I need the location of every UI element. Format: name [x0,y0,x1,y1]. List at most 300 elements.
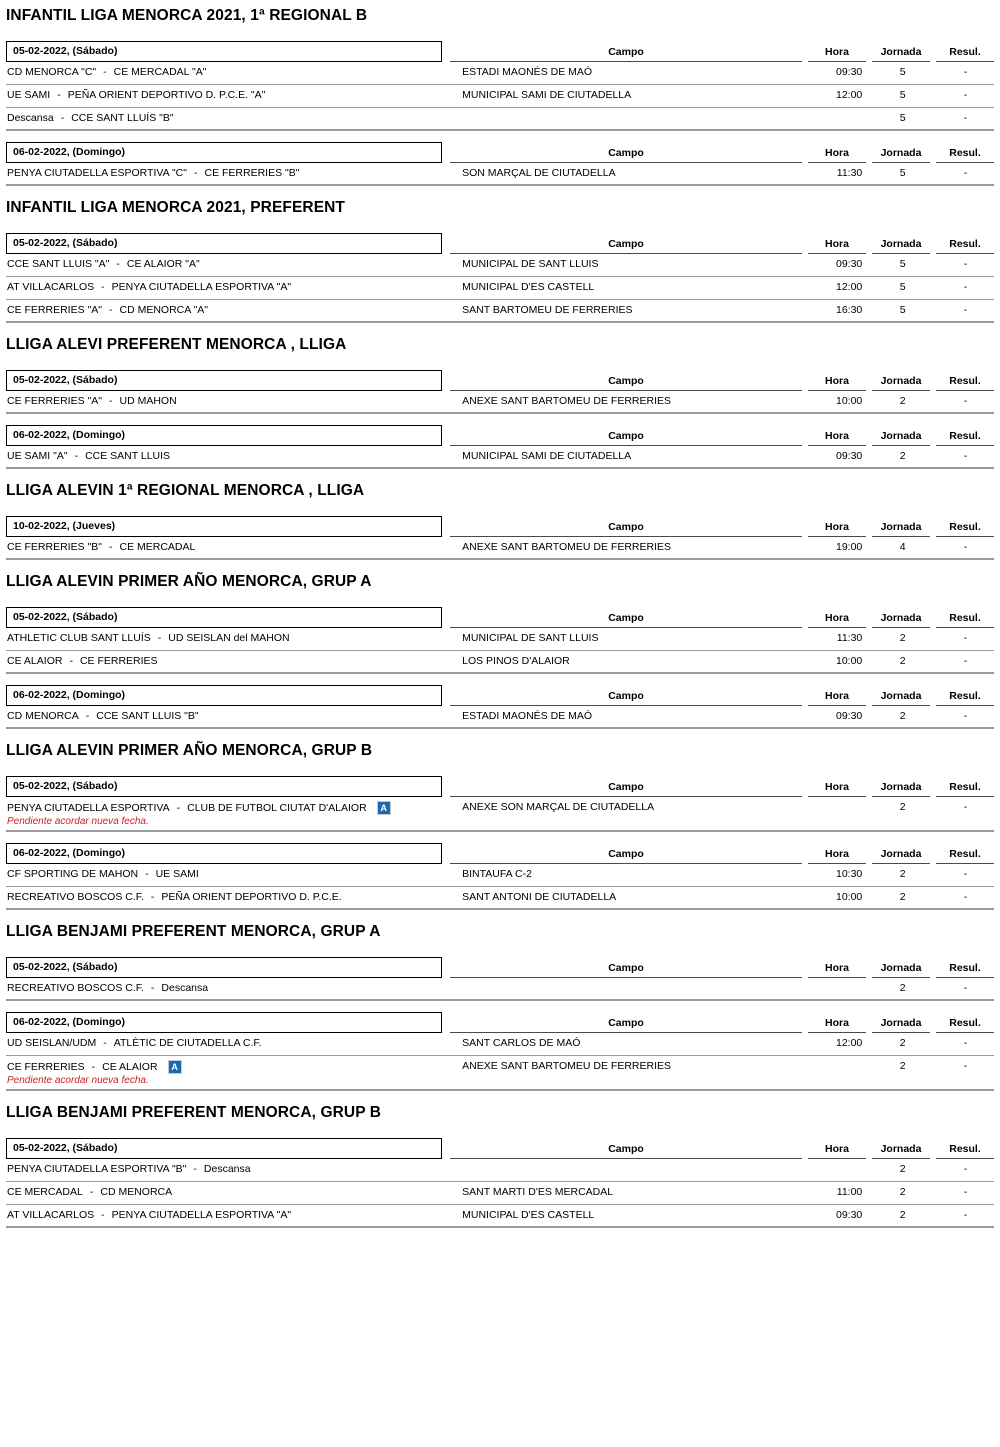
home-team: UE SAMI "A" [7,450,68,462]
teams-line [7,632,452,645]
date-box: 05-02-2022, (Sábado) [6,370,442,391]
resultado-cell: - [963,89,968,101]
away-team: CE ALAIOR [102,1060,158,1073]
jornada-cell: 2 [899,801,906,813]
resultado-cell: - [963,1060,968,1072]
home-team: CE FERRERIES "B" [7,541,102,553]
versus-separator: - [101,1209,105,1221]
competition-title: LLIGA ALEVIN 1ª REGIONAL MENORCA , LLIGA [6,482,365,499]
column-header-resultado: Resul. [936,962,994,978]
jornada-cell: 2 [899,1186,906,1198]
column-header-hora: Hora [808,147,866,163]
away-team: CE ALAIOR "A" [126,258,200,270]
column-header-resultado: Resul. [936,521,994,537]
jornada-cell: 2 [899,891,906,903]
hora-cell [811,108,868,114]
away-team: CD MENORCA "A" [119,304,209,316]
column-header-hora: Hora [808,848,866,864]
away-team: UE SAMI [155,868,199,880]
hora-cell: 12:00 [835,89,863,101]
away-team: Descansa [161,982,209,994]
home-team: PENYA CIUTADELLA ESPORTIVA "C" [7,167,187,179]
home-team: UE SAMI [7,89,51,101]
match-cell [6,706,452,725]
away-team: UD MAHON [119,395,177,407]
jornada-cell: 2 [899,632,906,644]
column-header-campo: Campo [450,781,802,797]
away-team: CD MENORCA [100,1186,173,1198]
versus-separator: - [85,710,90,722]
match-cell [6,1033,452,1052]
table-row [6,651,994,674]
competition-block [6,186,994,323]
match-cell [6,537,452,556]
competition-title: LLIGA BENJAMI PREFERENT MENORCA, GRUP B [6,1104,382,1121]
home-team: CE FERRERIES [7,1060,85,1073]
jornada-cell: 2 [899,710,906,722]
competition-block [6,1091,994,1228]
versus-separator: - [145,868,149,880]
match-cell [6,62,452,81]
resultado-cell: - [963,1037,968,1049]
jornada-cell: 5 [899,66,906,78]
hora-cell [811,797,868,803]
column-header-jornada: Jornada [872,147,930,163]
teams-line [7,395,452,408]
away-team: PEÑA ORIENT DEPORTIVO D. P.C.E. "A" [67,89,266,101]
jornada-cell: 5 [899,258,906,270]
resultado-cell: - [963,710,968,722]
column-headers [442,1138,994,1159]
column-header-resultado: Resul. [936,690,994,706]
campo-cell: MUNICIPAL SAMI DE CIUTADELLA [462,450,632,462]
resultado-cell: - [963,801,968,813]
day-block [6,40,994,131]
day-block [6,232,994,323]
home-team: AT VILLACARLOS [7,281,95,293]
home-team: CE MERCADAL [7,1186,83,1198]
home-team: UD SEISLAN/UDM [7,1037,97,1049]
postponed-flag-icon[interactable] [377,801,391,815]
versus-separator: - [57,89,61,101]
hora-cell: 09:30 [835,710,863,722]
table-row [6,864,994,887]
resultado-cell: - [963,167,968,179]
table-row [6,978,994,1001]
date-box: 06-02-2022, (Domingo) [6,142,442,163]
hora-cell: 10:00 [835,891,863,903]
home-team: PENYA CIUTADELLA ESPORTIVA [7,801,170,814]
away-team: ATLÈTIC DE CIUTADELLA C.F. [113,1037,262,1049]
column-header-campo: Campo [450,46,802,62]
match-cell [6,978,452,997]
away-team: Descansa [203,1163,251,1175]
column-headers [442,425,994,446]
day-block [6,842,994,910]
jornada-cell: 2 [899,1037,906,1049]
jornada-cell: 4 [899,541,906,553]
competition-block [6,910,994,1091]
hora-cell [811,978,868,984]
campo-cell: ANEXE SANT BARTOMEU DE FERRERIES [462,395,672,407]
column-header-hora: Hora [808,962,866,978]
column-header-jornada: Jornada [872,430,930,446]
campo-cell: ESTADI MAONÉS DE MAÓ [462,710,593,722]
jornada-cell: 5 [899,281,906,293]
day-header [6,369,994,391]
date-box: 05-02-2022, (Sábado) [6,41,442,62]
jornada-cell: 2 [899,655,906,667]
teams-line [7,1186,452,1199]
column-header-campo: Campo [450,238,802,254]
day-header [6,606,994,628]
teams-line [7,710,452,723]
resultado-cell: - [963,281,968,293]
home-team: CE FERRERIES "A" [7,304,102,316]
campo-cell: MUNICIPAL DE SANT LLUIS [462,632,599,644]
jornada-cell: 2 [899,1209,906,1221]
campo-cell [460,978,805,984]
column-headers [442,516,994,537]
versus-separator: - [91,1060,96,1073]
column-header-jornada: Jornada [872,612,930,628]
resultado-cell: - [963,1163,968,1175]
day-header [6,684,994,706]
table-row [6,797,994,832]
column-headers [442,843,994,864]
column-header-jornada: Jornada [872,781,930,797]
match-cell [6,391,452,410]
day-block [6,369,994,414]
column-header-resultado: Resul. [936,781,994,797]
column-header-hora: Hora [808,430,866,446]
column-header-campo: Campo [450,375,802,391]
teams-line [7,891,452,904]
column-header-hora: Hora [808,690,866,706]
jornada-cell: 2 [899,1060,906,1072]
jornada-cell: 5 [899,112,906,124]
teams-line [7,1060,452,1074]
competition-block [6,469,994,560]
table-row [6,62,994,85]
campo-cell: SON MARÇAL DE CIUTADELLA [462,167,616,179]
campo-cell: SANT ANTONI DE CIUTADELLA [462,891,617,903]
resultado-cell: - [963,395,968,407]
resultado-cell: - [963,450,968,462]
column-header-hora: Hora [808,46,866,62]
hora-cell: 11:00 [836,1186,863,1198]
day-header [6,515,994,537]
teams-line [7,89,452,102]
teams-line [7,655,452,668]
column-header-campo: Campo [450,1017,802,1033]
competition-block [6,0,994,186]
column-header-jornada: Jornada [872,46,930,62]
competition-title: LLIGA ALEVIN PRIMER AÑO MENORCA, GRUP A [6,573,372,590]
away-team: CE FERRERIES "B" [204,167,300,179]
badge-letter: A [380,803,387,813]
column-header-resultado: Resul. [936,375,994,391]
match-cell [6,651,452,670]
date-box: 06-02-2022, (Domingo) [6,843,442,864]
hora-cell: 11:30 [836,167,863,179]
column-header-jornada: Jornada [872,521,930,537]
resultado-cell: - [963,66,968,78]
home-team: AT VILLACARLOS [7,1209,95,1221]
column-header-hora: Hora [808,1017,866,1033]
column-header-hora: Hora [808,612,866,628]
teams-line [7,112,452,125]
day-header [6,956,994,978]
teams-line [7,1037,452,1050]
jornada-cell: 2 [899,868,906,880]
resultado-cell: - [963,258,968,270]
table-row [6,1033,994,1056]
column-header-hora: Hora [808,375,866,391]
date-box: 06-02-2022, (Domingo) [6,685,442,706]
match-cell [6,300,452,319]
versus-separator: - [150,891,155,903]
day-header [6,232,994,254]
campo-cell [460,108,805,114]
campo-cell: MUNICIPAL SAMI DE CIUTADELLA [462,89,632,101]
versus-separator: - [116,258,120,270]
match-cell [6,1205,452,1224]
column-headers [442,957,994,978]
column-header-hora: Hora [808,781,866,797]
column-header-resultado: Resul. [936,147,994,163]
date-box: 06-02-2022, (Domingo) [6,1012,442,1033]
column-headers [442,142,994,163]
jornada-cell: 5 [899,167,906,179]
day-block [6,424,994,469]
campo-cell [460,1159,805,1165]
campo-cell: ANEXE SON MARÇAL DE CIUTADELLA [462,801,655,813]
column-headers [442,776,994,797]
column-header-hora: Hora [808,1143,866,1159]
home-team: CCE SANT LLUIS "A" [7,258,110,270]
table-row [6,391,994,414]
resultado-cell: - [963,891,968,903]
campo-cell: ANEXE SANT BARTOMEU DE FERRERIES [462,541,672,553]
column-header-campo: Campo [450,430,802,446]
away-team: CE MERCADAL [119,541,196,553]
jornada-cell: 2 [899,395,906,407]
campo-cell: BINTAUFA C-2 [462,868,532,880]
competition-title: INFANTIL LIGA MENORCA 2021, 1ª REGIONAL B [6,7,368,24]
hora-cell: 10:00 [835,395,863,407]
match-cell [6,864,452,883]
date-box: 05-02-2022, (Sábado) [6,957,442,978]
hora-cell: 12:00 [835,1037,863,1049]
day-block [6,606,994,674]
column-header-resultado: Resul. [936,1143,994,1159]
column-headers [442,1012,994,1033]
table-row [6,628,994,651]
versus-separator: - [157,632,162,644]
competition-title: LLIGA BENJAMI PREFERENT MENORCA, GRUP A [6,923,381,940]
match-cell [6,277,452,296]
day-block [6,1137,994,1228]
badge-letter: A [171,1062,178,1072]
table-row [6,300,994,323]
resultado-cell: - [963,112,968,124]
hora-cell: 09:30 [835,450,863,462]
day-block [6,141,994,186]
teams-line [7,167,452,180]
home-team: CE ALAIOR [7,655,63,667]
column-headers [442,233,994,254]
home-team: RECREATIVO BOSCOS C.F. [7,891,144,903]
versus-separator: - [60,112,65,124]
day-block [6,775,994,832]
day-header [6,842,994,864]
match-cell [6,628,452,647]
competition-block [6,323,994,469]
table-row [6,277,994,300]
versus-separator: - [69,655,73,667]
competition-title: LLIGA ALEVIN PRIMER AÑO MENORCA, GRUP B [6,742,373,759]
away-team: UD SEISLAN del MAHON [168,632,290,644]
table-row [6,887,994,910]
column-header-resultado: Resul. [936,1017,994,1033]
campo-cell: ESTADI MAONÉS DE MAÓ [462,66,593,78]
jornada-cell: 2 [899,982,906,994]
column-header-resultado: Resul. [936,848,994,864]
competition-block [6,729,994,910]
day-header [6,40,994,62]
match-cell [6,1159,452,1178]
hora-cell [811,1159,868,1165]
home-team: CD MENORCA "C" [7,66,97,78]
column-header-jornada: Jornada [872,848,930,864]
versus-separator: - [101,281,105,293]
hora-cell: 16:30 [835,304,863,316]
column-header-hora: Hora [808,238,866,254]
home-team: CD MENORCA [7,710,79,722]
teams-line [7,450,452,463]
match-cell [6,85,452,104]
date-box: 10-02-2022, (Jueves) [6,516,442,537]
teams-line [7,1209,452,1222]
date-box: 05-02-2022, (Sábado) [6,607,442,628]
campo-cell: LOS PINOS D'ALAIOR [462,655,570,667]
versus-separator: - [193,1163,197,1175]
column-header-resultado: Resul. [936,430,994,446]
jornada-cell: 5 [899,89,906,101]
competition-title: LLIGA ALEVI PREFERENT MENORCA , LLIGA [6,336,347,353]
versus-separator: - [194,167,198,179]
column-header-jornada: Jornada [872,962,930,978]
versus-separator: - [150,982,155,994]
teams-line [7,66,452,79]
day-block [6,684,994,729]
day-block [6,1011,994,1091]
away-team: CCE SANT LLUIS "B" [96,710,199,722]
column-header-resultado: Resul. [936,46,994,62]
date-box: 05-02-2022, (Sábado) [6,776,442,797]
hora-cell: 12:00 [835,281,863,293]
hora-cell [811,1056,868,1062]
resultado-cell: - [963,1209,968,1221]
versus-separator: - [108,541,113,553]
column-header-jornada: Jornada [872,1143,930,1159]
match-note: Pendiente acordar nueva fecha. [7,1075,149,1086]
teams-line [7,258,452,271]
date-box: 05-02-2022, (Sábado) [6,233,442,254]
column-header-campo: Campo [450,690,802,706]
campo-cell: MUNICIPAL D'ES CASTELL [462,281,595,293]
date-box: 06-02-2022, (Domingo) [6,425,442,446]
hora-cell: 09:30 [835,258,863,270]
match-cell [6,797,452,830]
match-cell [6,446,452,465]
home-team: ATHLETIC CLUB SANT LLUÍS [7,632,151,644]
versus-separator: - [103,66,107,78]
column-header-campo: Campo [450,521,802,537]
home-team: RECREATIVO BOSCOS C.F. [7,982,144,994]
table-row [6,537,994,560]
day-header [6,424,994,446]
teams-line [7,982,452,995]
teams-line [7,1163,452,1176]
table-row [6,1205,994,1228]
away-team: CLUB DE FUTBOL CIUTAT D'ALAIOR [187,801,367,814]
hora-cell: 10:00 [835,655,863,667]
column-header-campo: Campo [450,612,802,628]
column-header-jornada: Jornada [872,238,930,254]
column-header-jornada: Jornada [872,375,930,391]
hora-cell: 10:30 [835,868,863,880]
hora-cell: 19:00 [835,541,863,553]
away-team: PEÑA ORIENT DEPORTIVO D. P.C.E. [161,891,342,903]
resultado-cell: - [963,868,968,880]
match-cell [6,1056,452,1089]
versus-separator: - [176,801,181,814]
versus-separator: - [74,450,79,462]
resultado-cell: - [963,1186,968,1198]
jornada-cell: 2 [899,450,906,462]
campo-cell: ANEXE SANT BARTOMEU DE FERRERIES [462,1060,672,1072]
table-row [6,254,994,277]
column-header-jornada: Jornada [872,690,930,706]
home-team: PENYA CIUTADELLA ESPORTIVA "B" [7,1163,187,1175]
table-row [6,1182,994,1205]
campo-cell: SANT CARLOS DE MAÓ [462,1037,581,1049]
table-row [6,85,994,108]
day-header [6,141,994,163]
column-header-resultado: Resul. [936,238,994,254]
campo-cell: MUNICIPAL D'ES CASTELL [462,1209,595,1221]
campo-cell: MUNICIPAL DE SANT LLUIS [462,258,599,270]
day-header [6,1011,994,1033]
postponed-flag-icon[interactable] [168,1060,182,1074]
table-row [6,108,994,131]
jornada-cell: 5 [899,304,906,316]
match-note: Pendiente acordar nueva fecha. [7,816,149,827]
teams-line [7,304,452,317]
teams-line [7,868,452,881]
match-cell [6,163,452,182]
competition-block [6,560,994,729]
versus-separator: - [89,1186,94,1198]
away-team: PENYA CIUTADELLA ESPORTIVA "A" [111,1209,292,1221]
column-header-jornada: Jornada [872,1017,930,1033]
column-header-campo: Campo [450,1143,802,1159]
hora-cell: 09:30 [835,1209,863,1221]
column-headers [442,685,994,706]
date-box: 05-02-2022, (Sábado) [6,1138,442,1159]
